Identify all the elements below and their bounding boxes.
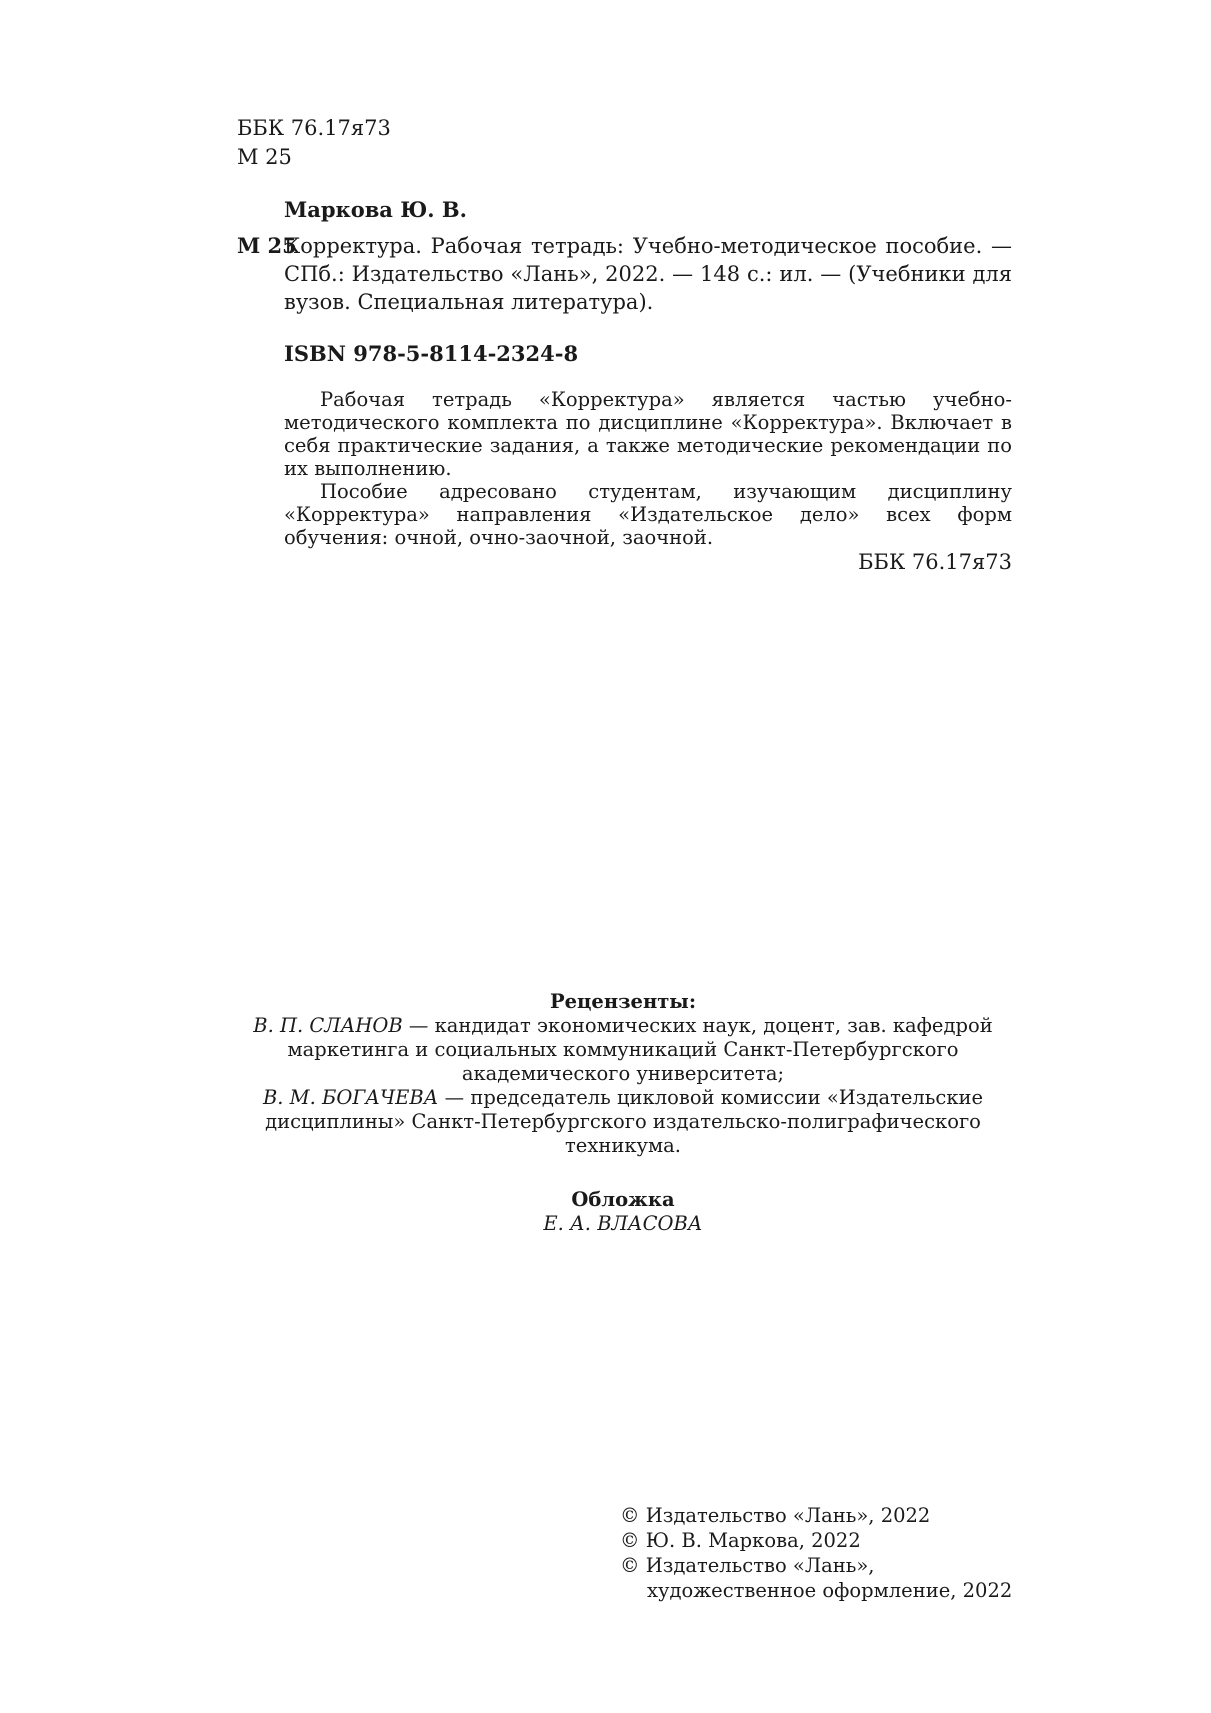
reviewers-title: Рецензенты: xyxy=(549,990,697,1013)
author-name: Маркова Ю. В. xyxy=(284,197,467,222)
author-mark: М 25 xyxy=(237,233,297,258)
reviewers-block xyxy=(230,990,1016,1158)
reviewer-1 xyxy=(230,1014,1016,1086)
annotation-paragraph-2: Пособие адресовано студентам, изучающим дисциплину «Корректура» направления «Издательское дело» всех форм обучения: очной, очно-заочной, заочной. xyxy=(284,480,1012,549)
reviewer-2-name: В. М. БОГАЧЕВА xyxy=(262,1086,439,1109)
isbn-number: ISBN 978-5-8114-2324-8 xyxy=(284,341,579,366)
reviewer-1-name: В. П. СЛАНОВ xyxy=(253,1014,403,1037)
bbk-index-top: ББК 76.17я73 xyxy=(237,116,391,140)
cover-title: Обложка xyxy=(571,1188,675,1211)
copyright-line-1: © Издательство «Лань», 2022 xyxy=(620,1504,931,1527)
cover-credit xyxy=(230,1188,1016,1236)
annotation xyxy=(284,388,1012,549)
copyright-line-2: © Ю. В. Маркова, 2022 xyxy=(620,1529,861,1552)
annotation-paragraph-1: Рабочая тетрадь «Корректура» является частью учебно-методического комплекта по дисциплине «Корректура». Включает в себя практические задания, а также методические рекомендации по их выполнению. xyxy=(284,388,1012,480)
reviewer-2-desc: — председатель цикловой комиссии «Издательские дисциплины» Санкт-Петербургского издательско-полиграфического техникума. xyxy=(265,1086,984,1157)
cover-designer: Е. А. ВЛАСОВА xyxy=(543,1212,703,1235)
copyright-block xyxy=(620,1503,1012,1603)
bibliographic-description: Корректура. Рабочая тетрадь: Учебно-методическое пособие. — СПб.: Издательство «Лань», 2022. — 148 с.: ил. — (Учебники для вузов. Специальная литература). xyxy=(284,234,1012,314)
bbk-block-top xyxy=(237,114,391,172)
reviewer-2 xyxy=(230,1086,1016,1158)
copyright-line-3: © Издательство «Лань», xyxy=(620,1554,875,1577)
copyright-line-4: художественное оформление, 2022 xyxy=(647,1579,1013,1602)
author-mark-top: М 25 xyxy=(237,145,292,169)
reviewer-1-desc: — кандидат экономических наук, доцент, зав. кафедрой маркетинга и социальных коммуникаций Санкт-Петербургского академического университета; xyxy=(287,1014,993,1085)
bbk-index-right: ББК 76.17я73 xyxy=(858,550,1012,574)
